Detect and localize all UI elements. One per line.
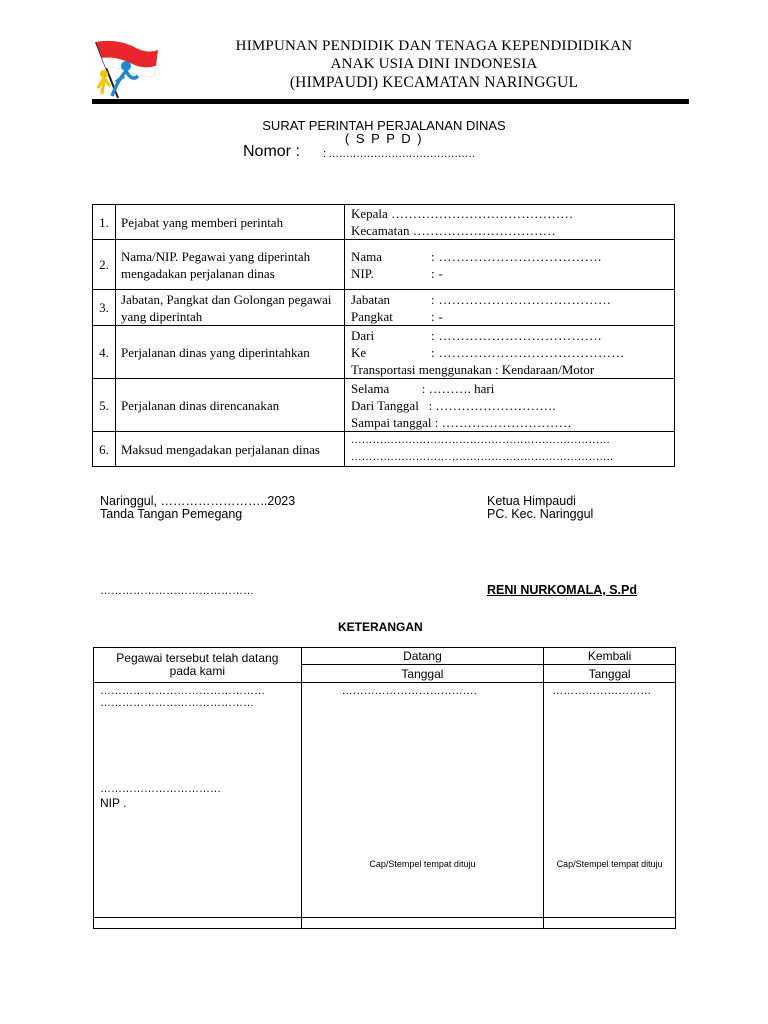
empty-cell [544,918,676,929]
row-value: Kepala …………………………………… Kecamatan …………………………… [345,205,675,240]
table-row [93,379,675,432]
chief-title: Ketua Himpaudi [487,494,576,508]
keterangan-table [93,647,676,929]
nip-label: NIP . [100,796,127,810]
dots-line: ……………………………………… [100,685,265,697]
nomor-label: Nomor : [243,143,300,160]
org-name-line2: ANAK USIA DINI INDONESIA [330,56,538,72]
datang-date-header: Tanggal [301,665,544,683]
row-number: 4. [93,326,116,379]
row-number: 2. [93,240,116,290]
row-value: Dari : ………………………………. Ke : …………………………………… Transportasi menggunakan : Kendaraan/Motor [345,326,675,379]
holder-signature-line: …………………………………… [100,585,254,597]
sppd-table [92,204,675,467]
table-row [93,290,675,326]
col-header-datang: Datang [301,648,544,665]
row-label: Jabatan, Pangkat dan Golongan pegawai yang diperintah [116,290,345,326]
col-header-arrival-confirm: Pegawai tersebut telah datang pada kami [94,648,302,683]
header-divider [92,99,689,104]
nomor-value: : …………………………………… [323,148,476,160]
kembali-cell [544,683,676,918]
keterangan-title: KETERANGAN [338,620,423,634]
row-label: Pejabat yang memberi perintah [116,205,345,240]
row-label: Nama/NIP. Pegawai yang diperintah mengadakan perjalanan dinas [116,240,345,290]
row-number: 6. [93,432,116,467]
dots-line: ……………………… [552,685,652,697]
table-row [93,432,675,467]
row-value: Selama : ………. hari Dari Tanggal : ………………………. Sampai tanggal : ………………………… [345,379,675,432]
table-row [94,648,676,665]
himpaudi-logo-icon [88,36,160,102]
row-number: 5. [93,379,116,432]
row-value: Nama : ………………………………. NIP. : - [345,240,675,290]
row-value: Jabatan : ………………………………… Pangkat : - [345,290,675,326]
org-name-line1: HIMPUNAN PENDIDIK DAN TENAGA KEPENDIDIDIKAN [235,38,633,54]
dots-line: …………………………………… [100,697,254,709]
table-row [93,205,675,240]
kembali-date-header: Tanggal [544,665,676,683]
empty-cell [94,918,302,929]
org-name-line3: (HIMPAUDI) KECAMATAN NARINGGUL [289,74,579,91]
chief-organization: PC. Kec. Naringgul [487,507,594,521]
chief-name: RENI NURKOMALA, S.Pd [487,583,637,597]
dots-line: ………………………………. [341,685,477,697]
table-row [93,326,675,379]
document-title: SURAT PERINTAH PERJALANAN DINAS [262,118,506,133]
row-label: Perjalanan dinas direncanakan [116,379,345,432]
arrival-confirm-cell [94,683,302,918]
dots-line: …………………………… [100,783,221,795]
row-label: Perjalanan dinas yang diperintahkan [116,326,345,379]
row-value: ……………………………………………………………… ………………………………………………………………. [345,432,675,467]
table-row [94,918,676,929]
row-number: 3. [93,290,116,326]
empty-cell [301,918,544,929]
table-row [93,240,675,290]
row-label: Maksud mengadakan perjalanan dinas [116,432,345,467]
place-date: Naringgul, ……………………..2023 [100,494,296,508]
datang-cell [301,683,544,918]
table-row [94,683,676,918]
row-number: 1. [93,205,116,240]
document-subtitle: ( S P P D ) [344,131,424,146]
stamp-caption-kembali: Cap/Stempel tempat dituju [556,859,663,869]
stamp-caption-datang: Cap/Stempel tempat dituju [369,859,476,869]
col-header-kembali: Kembali [544,648,676,665]
holder-signature-label: Tanda Tangan Pemegang [100,507,243,521]
